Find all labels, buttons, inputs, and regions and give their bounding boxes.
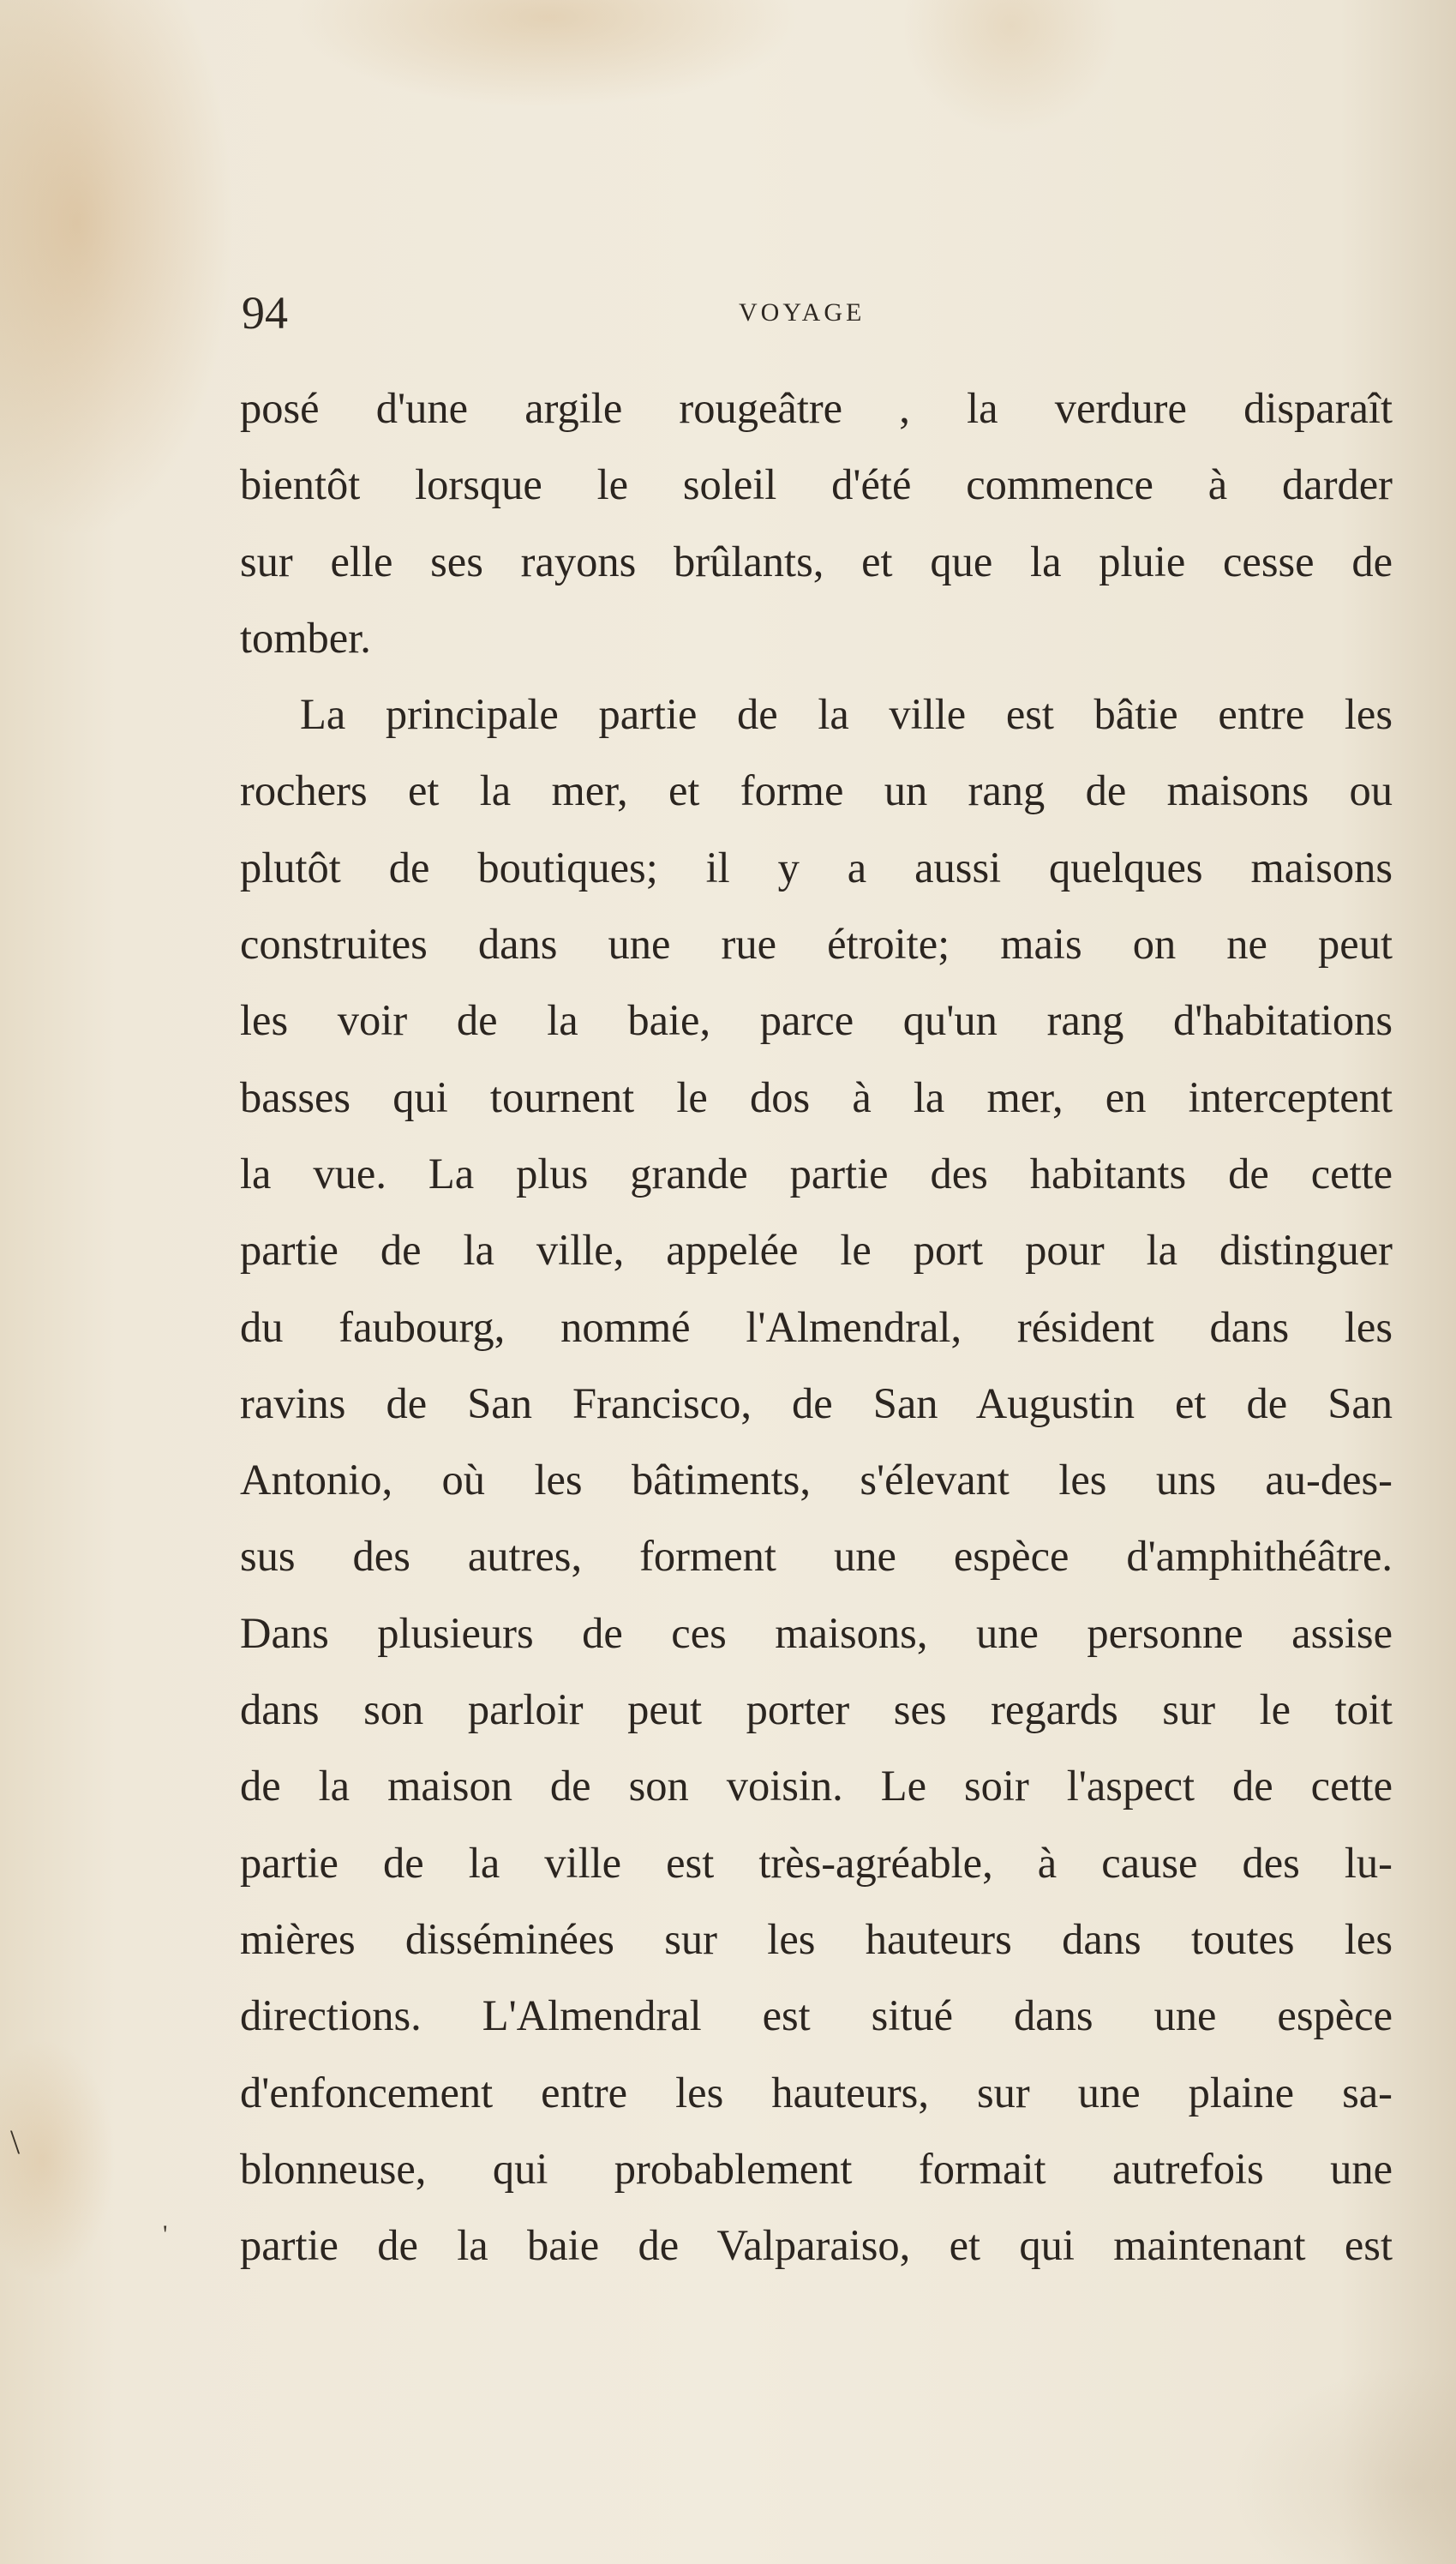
text-line: plutôt de boutiques; il y a aussi quelques maisons	[240, 843, 1393, 892]
text-line: les voir de la baie, parce qu'un rang d'habitations	[240, 996, 1393, 1045]
text-line: sus des autres, forment une espèce d'amphithéâtre.	[240, 1532, 1393, 1581]
text-line: Antonio, où les bâtiments, s'élevant les uns au-des-	[240, 1456, 1393, 1504]
text-line: construites dans une rue étroite; mais on ne peut	[240, 920, 1393, 969]
text-line: dans son parloir peut porter ses regards sur le toit	[240, 1685, 1393, 1734]
text-line: directions. L'Almendral est situé dans une espèce	[240, 1991, 1393, 2040]
text-line: La principale partie de la ville est bâtie entre les	[300, 690, 1393, 739]
text-line: bientôt lorsque le soleil d'été commence à darder	[240, 460, 1393, 509]
text-line: tomber.	[240, 613, 371, 662]
text-line: partie de la ville est très-agréable, à cause des lu-	[240, 1838, 1393, 1887]
running-head	[242, 283, 1392, 343]
text-line: ravins de San Francisco, de San Augustin et de San	[240, 1378, 1393, 1427]
body-text	[240, 370, 1393, 2284]
text-line: d'enfoncement entre les hauteurs, sur une plaine sa-	[240, 2068, 1393, 2117]
text-line: de la maison de son voisin. Le soir l'aspect de cette	[240, 1762, 1393, 1810]
text-line: rochers et la mer, et forme un rang de maisons ou	[240, 766, 1393, 815]
text-line: sur elle ses rayons brûlants, et que la pluie cesse de	[240, 537, 1393, 585]
text-line: la vue. La plus grande partie des habitants de cette	[240, 1149, 1393, 1198]
text-line: basses qui tournent le dos à la mer, en interceptent	[240, 1072, 1393, 1121]
ink-speck-mark: \	[10, 2123, 21, 2161]
text-line: blonneuse, qui probablement formait autrefois une	[240, 2144, 1393, 2193]
text-line: posé d'une argile rougeâtre , la verdure disparaît	[240, 384, 1393, 432]
ink-speck-mark: '	[163, 2220, 168, 2249]
text-line: du faubourg, nommé l'Almendral, résident dans les	[240, 1302, 1393, 1351]
running-title: VOYAGE	[739, 298, 866, 327]
text-line: mières disséminées sur les hauteurs dans toutes les	[240, 1914, 1393, 1963]
text-line: partie de la ville, appelée le port pour la distinguer	[240, 1226, 1393, 1275]
text-line: Dans plusieurs de ces maisons, une personne assise	[240, 1608, 1393, 1657]
page-number: 94	[242, 287, 288, 339]
text-line: partie de la baie de Valparaiso, et qui maintenant est	[240, 2221, 1393, 2270]
